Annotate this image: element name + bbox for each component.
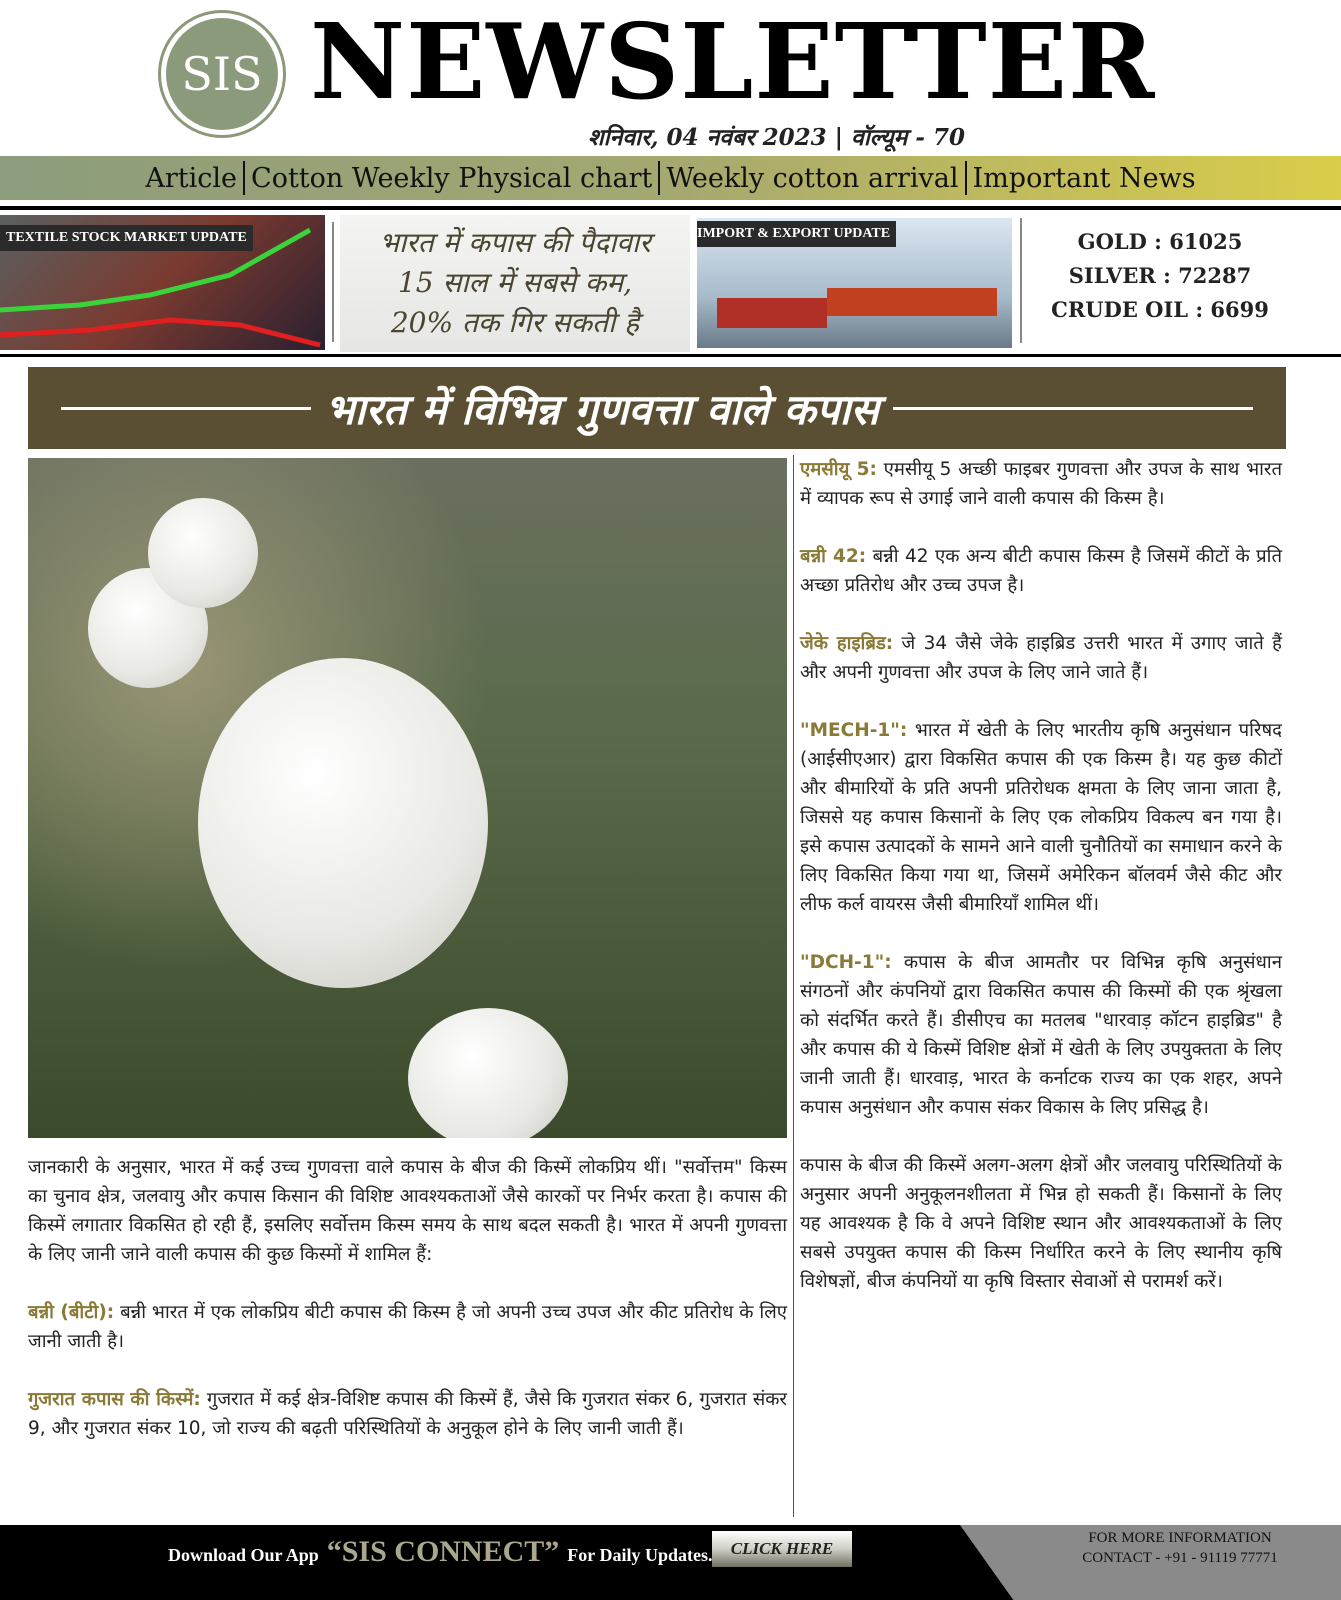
variety-item <box>800 629 1282 687</box>
updates-text: For Daily Updates. <box>567 1545 713 1565</box>
headline-line: भारत में कपास की पैदावार <box>379 226 651 259</box>
left-column <box>28 1153 787 1472</box>
import-tag: IMPORT & EXPORT UPDATE <box>697 221 896 247</box>
variety-item <box>800 716 1282 919</box>
closing-paragraph: कपास के बीज की किस्में अलग-अलग क्षेत्रों और जलवायु परिस्थितियों के अनुसार अपनी अनुकूलनशीलता में भिन्न हो सकती हैं। किसानों के लिए यह आवश्यक है कि वे अपने विशिष्ट स्थान और आवश्यकताओं के लिए सबसे उपयुक्त कपास की किस्म निर्धारित करने के लिए स्थानीय कृषि विशेषज्ञों, बीज कंपनियों या कृषि विस्तार सेवाओं से परामर्श करें। <box>800 1155 1282 1292</box>
variety-text: कपास के बीज आमतौर पर विभिन्न कृषि अनुसंधान संगठनों और कंपनियों द्वारा विकसित कपास की किस्मों की एक श्रृंखला को संदर्भित करते हैं। डीसीएच का मतलब "धारवाड़ कॉटन हाइब्रिड" है और कपास की ये किस्में विशिष्ट क्षेत्रों में खेती के लिए उपयुक्तता के लिए जानी जाती हैं। धारवाड़, भारत के कर्नाटक राज्य का एक शहर, अपने कपास अनुसंधान और कपास संकर विकास के लिए प्रसिद्ध है। <box>800 952 1282 1118</box>
logo <box>158 10 286 138</box>
intro-paragraph: जानकारी के अनुसार, भारत में कई उच्च गुणवत्ता वाले कपास के बीज की किस्में लोकप्रिय थीं। "सर्वोत्तम" किस्म का चुनाव क्षेत्र, जलवायु और कपास किसान की विशिष्ट आवश्यकताओं जैसे कारकों पर निर्भर करता है। कपास की किस्में लगातार विकसित हो रही हैं, इसलिए सर्वोत्तम किस्म समय के साथ बदल सकती है। भारत में अपनी गुणवत्ता के लिए जानी जाने वाली कपास की कुछ किस्मों में शामिल हैं: <box>28 1157 787 1265</box>
click-here-button[interactable]: CLICK HERE <box>712 1531 852 1567</box>
silver-price: SILVER : 72287 <box>1068 263 1252 288</box>
nav-cotton-weekly-physical-chart[interactable]: Cotton Weekly Physical chart <box>251 162 653 194</box>
variety-text: एमसीयू 5 अच्छी फाइबर गुणवत्ता और उपज के साथ भारत में व्यापक रूप से उगाई जाने वाली कपास की किस्म है। <box>800 459 1282 509</box>
ship-icon <box>717 298 827 328</box>
variety-name: एमसीयू 5: <box>800 459 877 480</box>
stock-tag: TEXTILE STOCK MARKET UPDATE <box>0 225 253 251</box>
crude-oil-price: CRUDE OIL : 6699 <box>1051 297 1269 322</box>
contact-number: CONTACT - +91 - 91119 77771 <box>1082 1550 1278 1566</box>
title-rule <box>893 407 1253 410</box>
variety-item <box>28 1385 787 1443</box>
cotton-plant-photo <box>28 458 787 1138</box>
right-column <box>800 455 1282 1325</box>
section-title: भारत में विभिन्न गुणवत्ता वाले कपास <box>325 384 879 434</box>
headline-line: 15 साल में सबसे कम, <box>397 266 633 299</box>
variety-name: बन्नी 42: <box>800 546 867 567</box>
app-promo <box>168 1535 712 1569</box>
contact-info <box>1070 1528 1290 1568</box>
nav-separator <box>243 161 245 195</box>
variety-item <box>800 542 1282 600</box>
nav-separator <box>658 161 660 195</box>
title-rule <box>61 407 311 410</box>
variety-text: बन्नी 42 एक अन्य बीटी कपास किस्म है जिसमें कीटों के प्रति अच्छा प्रतिरोध और उच्च उपज है। <box>800 546 1283 596</box>
nav-important-news[interactable]: Important News <box>972 162 1196 194</box>
divider <box>0 206 1341 210</box>
nav-article[interactable]: Article <box>145 162 238 194</box>
divider <box>332 222 334 342</box>
variety-name: "DCH-1": <box>800 952 892 973</box>
nav-separator <box>965 161 967 195</box>
app-name: “SIS CONNECT” <box>326 1535 560 1568</box>
container-icon <box>827 288 997 316</box>
divider <box>1020 218 1022 343</box>
section-title-bar <box>28 367 1286 449</box>
newsletter-title: NEWSLETTER <box>310 0 1156 123</box>
variety-item <box>800 948 1282 1122</box>
variety-item <box>800 455 1282 513</box>
variety-item <box>28 1298 787 1356</box>
commodity-prices <box>1040 225 1280 327</box>
download-text: Download Our App <box>168 1545 319 1565</box>
variety-name: गुजरात कपास की किस्में: <box>28 1389 201 1410</box>
info-label: FOR MORE INFORMATION <box>1088 1530 1272 1546</box>
variety-text: भारत में खेती के लिए भारतीय कृषि अनुसंधान परिषद (आईसीएआर) द्वारा विकसित कपास की एक किस्म है। यह कुछ कीटों और बीमारियों के प्रति अपनी प्रतिरोधक क्षमता के लिए जाना जाता है, जिससे यह कपास किसानों के लिए एक लोकप्रिय विकल्प बन गया है। इसे कपास उत्पादकों के सामने आने वाली चुनौतियों का समाधान करने के लिए विकसित किया गया था, जिसमें अमेरिकन बॉलवर्म जैसे कीट और लीफ कर्ल वायरस जैसी बीमारियाँ शामिल थीं। <box>800 720 1282 915</box>
nav-weekly-cotton-arrival[interactable]: Weekly cotton arrival <box>666 162 959 194</box>
variety-text: जे 34 जैसे जेके हाइब्रिड उत्तरी भारत में उगाए जाते हैं और अपनी गुणवत्ता और उपज के लिए जाने जाते हैं। <box>800 633 1282 683</box>
column-divider <box>793 455 794 1517</box>
nav-bar <box>0 156 1341 200</box>
headline-line: 20% तक गिर सकती है <box>390 306 640 339</box>
gold-price: GOLD : 61025 <box>1077 229 1243 254</box>
divider <box>0 354 1341 357</box>
variety-text: बन्नी भारत में एक लोकप्रिय बीटी कपास की किस्म है जो अपनी उच्च उपज और कीट प्रतिरोध के लिए जानी जाती है। <box>28 1302 787 1352</box>
import-export-banner[interactable] <box>697 218 1012 348</box>
variety-name: जेके हाइब्रिड: <box>800 633 894 654</box>
dateline: शनिवार, 04 नवंबर 2023 | वॉल्यूम - 70 <box>588 124 965 151</box>
variety-name: "MECH-1": <box>800 720 908 741</box>
cotton-yield-headline[interactable] <box>340 215 690 352</box>
logo-text: SIS <box>166 18 278 130</box>
variety-text: गुजरात में कई क्षेत्र-विशिष्ट कपास की किस्में हैं, जैसे कि गुजरात संकर 6, गुजरात संकर 9, और गुजरात संकर 10, जो राज्य की बढ़ती परिस्थितियों के अनुकूल होने के लिए जानी जाती हैं। <box>28 1389 787 1439</box>
textile-stock-market-banner[interactable] <box>0 215 325 350</box>
variety-name: बन्नी (बीटी): <box>28 1302 115 1323</box>
